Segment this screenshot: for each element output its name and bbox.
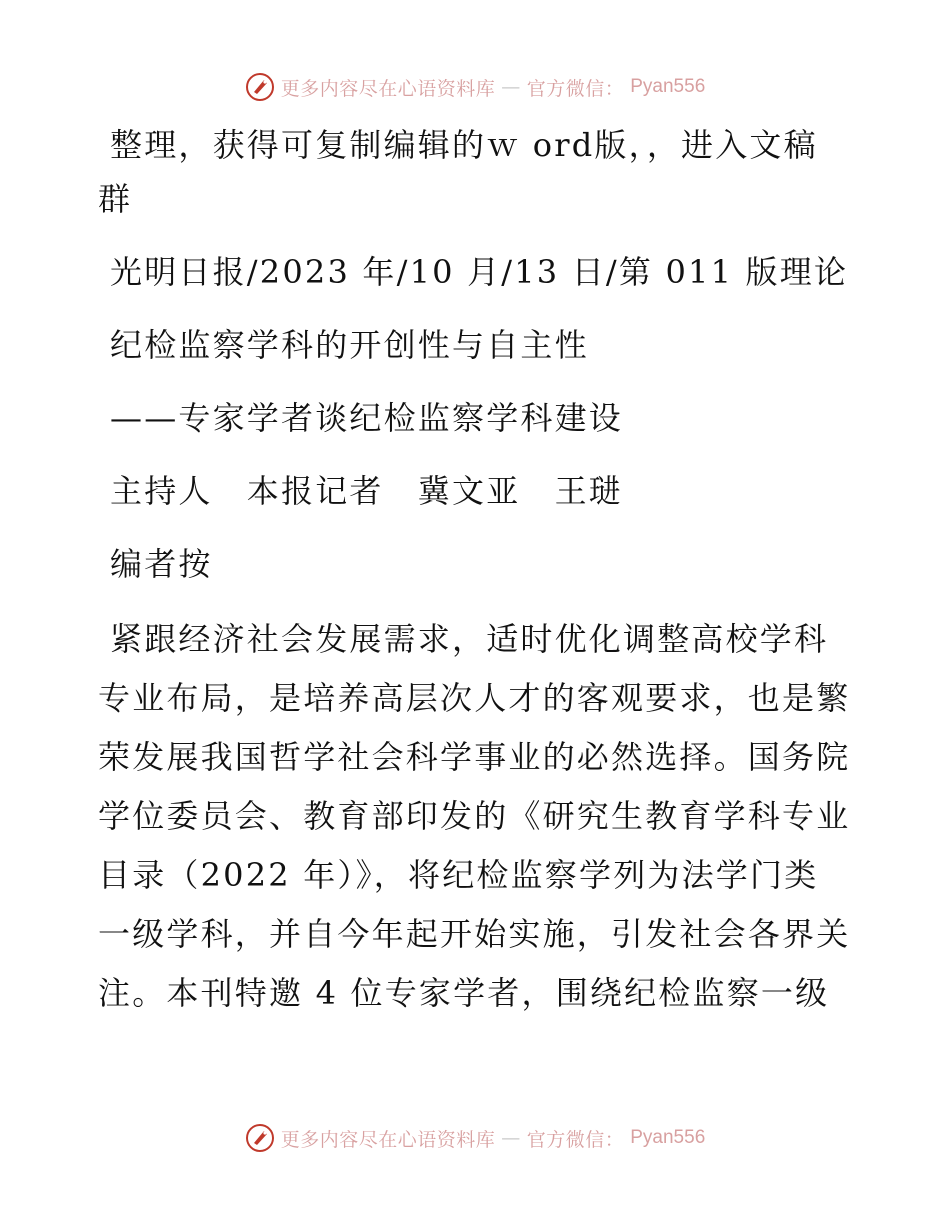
- header-banner: [0, 72, 950, 102]
- host-line: 主持人 本报记者 冀文亚 王琎: [110, 472, 624, 510]
- paragraph-line: 荣发展我国哲学社会科学事业的必然选择。国务院: [98, 738, 851, 776]
- paragraph-line: 注。本刊特邀 4 位专家学者，围绕纪检监察一级: [98, 974, 830, 1012]
- paragraph-line: 专业布局，是培养高层次人才的客观要求，也是繁: [98, 679, 851, 717]
- footer-suffix: 官方微信：: [526, 1128, 625, 1151]
- article-subtitle: ——专家学者谈纪检监察学科建设: [110, 399, 624, 437]
- footer-banner: [0, 1123, 950, 1153]
- paragraph-line: 紧跟经济社会发展需求，适时优化调整高校学科: [110, 620, 829, 658]
- editor-note-paragraph: [98, 610, 854, 1023]
- pen-nib-logo-icon: [245, 1123, 275, 1153]
- header-wechat-id: Pyan556: [630, 76, 706, 97]
- intro-line-2: 群: [98, 180, 133, 218]
- header-separator: —: [501, 76, 521, 98]
- footer-wechat-id: Pyan556: [630, 1127, 706, 1148]
- paragraph-line: 一级学科，并自今年起开始实施，引发社会各界关: [98, 915, 851, 953]
- paragraph-line: 目录（2022 年）》，将纪检监察学列为法学门类: [98, 856, 819, 894]
- editor-note-label: 编者按: [110, 545, 213, 583]
- header-banner-text: 更多内容尽在心语资料库: [280, 77, 496, 100]
- pen-nib-logo-icon: [245, 72, 275, 102]
- article-title: 纪检监察学科的开创性与自主性: [110, 326, 589, 364]
- header-suffix: 官方微信：: [526, 77, 625, 100]
- paragraph-line: 学位委员会、教育部印发的《研究生教育学科专业: [98, 797, 851, 835]
- intro-line-1: 整理，获得可复制编辑的ｗ ord版，，进入文稿: [110, 126, 818, 164]
- footer-banner-text: 更多内容尽在心语资料库: [280, 1128, 496, 1151]
- footer-separator: —: [501, 1127, 521, 1149]
- document-body: [98, 118, 854, 1023]
- source-line: 光明日报/2023 年/10 月/13 日/第 011 版理论: [110, 253, 849, 291]
